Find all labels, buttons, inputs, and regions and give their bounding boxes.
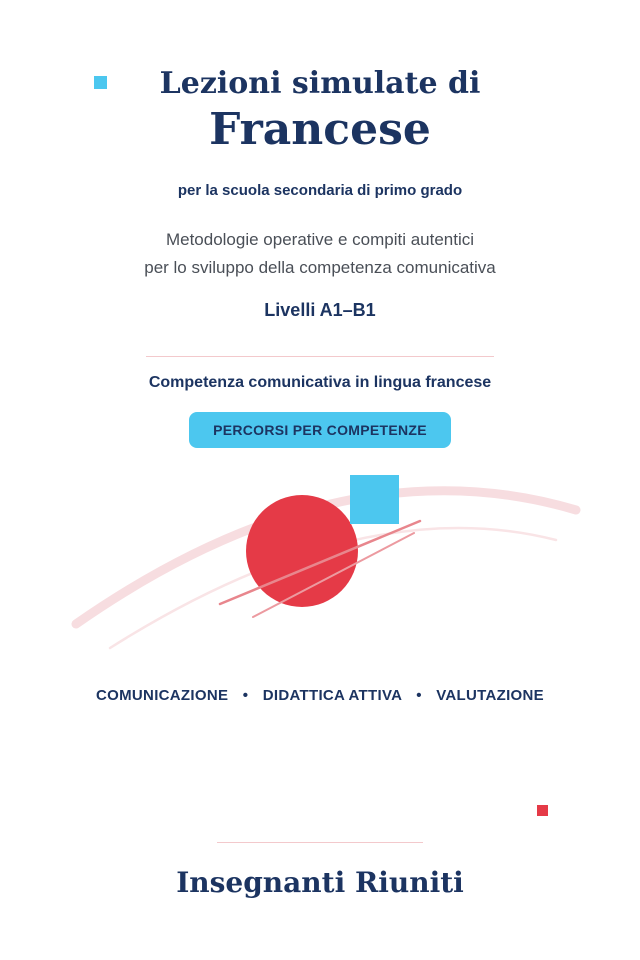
publisher-name: Insegnanti Riuniti bbox=[176, 866, 464, 899]
competence-label: Competenza comunicativa in lingua francese bbox=[148, 374, 492, 391]
description-line-1: Metodologie operative e compiti autentici bbox=[165, 230, 475, 249]
divider-bottom bbox=[217, 842, 423, 843]
levels-label: Livelli A1–B1 bbox=[264, 300, 376, 320]
title-line-1: Lezioni simulate di bbox=[159, 66, 481, 101]
description-line-2: per lo sviluppo della competenza comunicativa bbox=[144, 258, 496, 277]
pillar-separator: • bbox=[242, 687, 249, 704]
pillar-separator: • bbox=[416, 687, 422, 704]
title-line-2: Francese bbox=[209, 104, 431, 155]
pillar-communication: COMUNICAZIONE bbox=[96, 687, 229, 704]
red-circle bbox=[246, 495, 358, 607]
blue-square bbox=[350, 475, 399, 524]
divider-top bbox=[146, 356, 494, 357]
abstract-illustration bbox=[0, 460, 640, 660]
pillar-assessment: VALUTAZIONE bbox=[436, 687, 544, 704]
pillars-row bbox=[0, 687, 640, 704]
competence-badge bbox=[189, 412, 451, 448]
competence-badge-label: PERCORSI PER COMPETENZE bbox=[213, 422, 427, 438]
decorative-red-square bbox=[537, 805, 548, 816]
pillar-active-teaching: DIDATTICA ATTIVA bbox=[262, 687, 402, 704]
subtitle: per la scuola secondaria di primo grado bbox=[177, 182, 463, 199]
